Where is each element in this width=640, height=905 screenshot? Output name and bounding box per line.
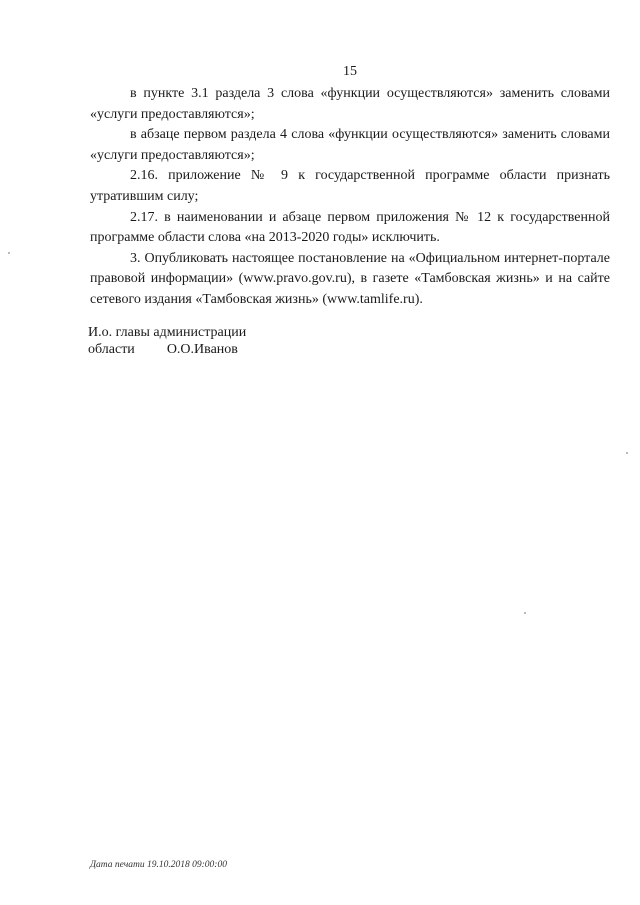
signatory-line2 <box>88 341 246 358</box>
signatory-position-line1: И.о. главы администрации <box>88 325 247 340</box>
scan-speck <box>524 612 526 614</box>
signature-block <box>88 324 246 358</box>
page-number: 15 <box>343 64 357 79</box>
document-body <box>90 84 610 311</box>
paragraph-3-publish: 3. Опубликовать настоящее постановление на «Официальном интернет-портале правовой информации» (www.pravo.gov.ru), в газете «Тамбовская жизнь» и на сайте сетевого издания «Тамбовская жизнь» (www.tamlife.ru). <box>90 250 610 307</box>
scan-speck <box>626 452 628 454</box>
print-date: Дата печати 19.10.2018 09:00:00 <box>90 860 227 870</box>
paragraph-section-4-amendment: в абзаце первом раздела 4 слова «функции осуществляются» заменить словами «услуги предоставляются»; <box>90 127 610 163</box>
paragraph-2-16: 2.16. приложение № 9 к государственной программе области признать утратившим силу; <box>90 168 610 204</box>
scan-speck <box>8 252 10 254</box>
paragraph-3-1-amendment: в пункте 3.1 раздела 3 слова «функции осуществляются» заменить словами «услуги предоставляются»; <box>90 86 610 122</box>
paragraph-2-17: 2.17. в наименовании и абзаце первом приложения № 12 к государственной программе области слова «на 2013-2020 годы» исключить. <box>90 209 610 246</box>
signatory-position-line2: области <box>88 342 135 357</box>
signatory-name: О.О.Иванов <box>166 342 238 357</box>
